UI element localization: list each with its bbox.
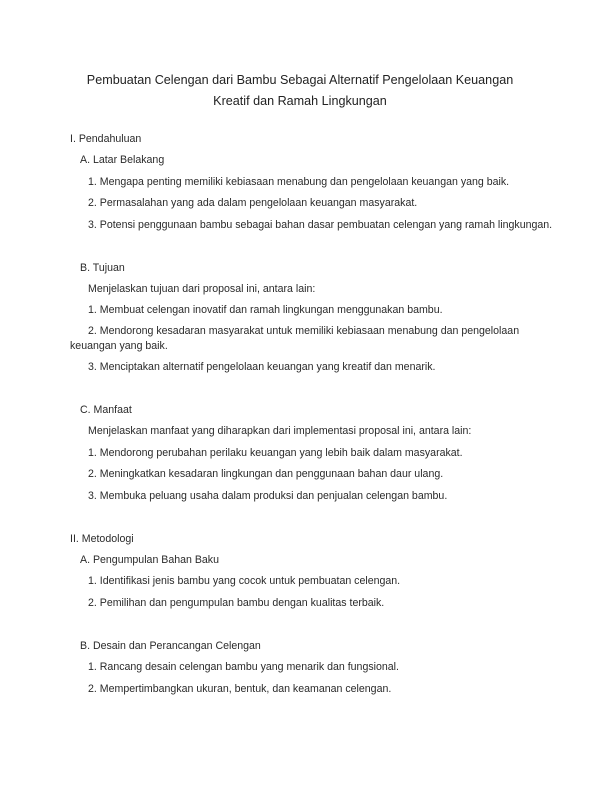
intro-paragraph: Menjelaskan manfaat yang diharapkan dari implementasi proposal ini, antara lain: xyxy=(88,425,472,437)
list-item: 1. Identifikasi jenis bambu yang cocok untuk pembuatan celengan. xyxy=(88,575,401,587)
section-heading: II. Metodologi xyxy=(70,533,134,545)
intro-paragraph: Menjelaskan tujuan dari proposal ini, antara lain: xyxy=(88,283,316,295)
subsection-heading: A. Latar Belakang xyxy=(80,154,165,166)
list-item: 3. Potensi penggunaan bambu sebagai bahan dasar pembuatan celengan yang ramah lingkungan. xyxy=(88,219,553,231)
list-item: 2. Mendorong kesadaran masyarakat untuk memiliki kebiasaan menabung dan pengelolaan keuangan yang baik. xyxy=(70,325,520,352)
title-line-1: Pembuatan Celengan dari Bambu Sebagai Alternatif Pengelolaan Keuangan xyxy=(86,73,514,87)
list-item: 2. Meningkatkan kesadaran lingkungan dan penggunaan bahan daur ulang. xyxy=(88,468,444,480)
subsection-heading: B. Tujuan xyxy=(80,262,125,274)
list-item: 2. Mempertimbangkan ukuran, bentuk, dan keamanan celengan. xyxy=(88,683,392,695)
list-item: 1. Mendorong perubahan perilaku keuangan yang lebih baik dalam masyarakat. xyxy=(88,447,463,459)
list-item: 1. Mengapa penting memiliki kebiasaan menabung dan pengelolaan keuangan yang baik. xyxy=(88,176,510,188)
subsection-heading: A. Pengumpulan Bahan Baku xyxy=(80,554,219,566)
document-title xyxy=(70,70,530,112)
title-line-2: Kreatif dan Ramah Lingkungan xyxy=(213,94,387,108)
subsection-heading: C. Manfaat xyxy=(80,404,132,416)
section-heading: I. Pendahuluan xyxy=(70,133,142,145)
list-item: 3. Membuka peluang usaha dalam produksi dan penjualan celengan bambu. xyxy=(88,490,448,502)
list-item: 1. Membuat celengan inovatif dan ramah lingkungan menggunakan bambu. xyxy=(88,304,443,316)
list-item: 1. Rancang desain celengan bambu yang menarik dan fungsional. xyxy=(88,661,399,673)
subsection-heading: B. Desain dan Perancangan Celengan xyxy=(80,640,261,652)
list-item: 2. Permasalahan yang ada dalam pengelolaan keuangan masyarakat. xyxy=(88,197,418,209)
list-item: 3. Menciptakan alternatif pengelolaan keuangan yang kreatif dan menarik. xyxy=(88,361,436,373)
list-item: 2. Pemilihan dan pengumpulan bambu dengan kualitas terbaik. xyxy=(88,597,385,609)
